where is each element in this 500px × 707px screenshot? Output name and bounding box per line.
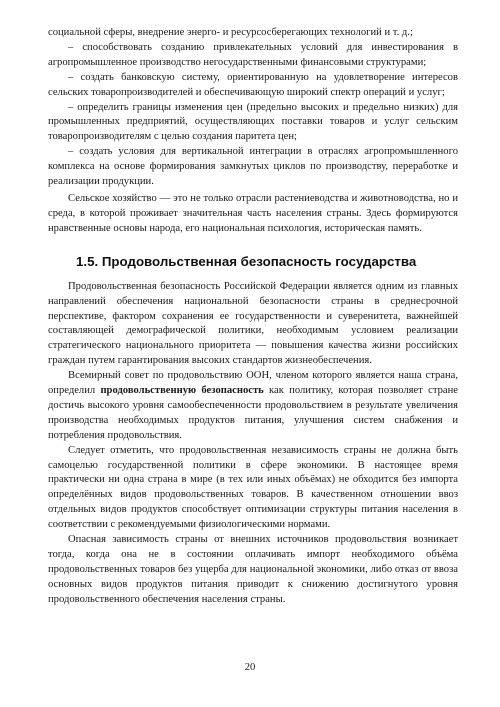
paragraph-un-council (48, 369, 458, 444)
top-fragment: социальной сферы, внедрение энерго- и ресурсосберегающих технологий и т. д.; (48, 27, 413, 38)
bullet-integration: – создать условия для вертикальной интеграции в отраслях агропромышленного комплекса на основе формирования замкнутых циклов по производству, переработке и реализации продукции. (48, 146, 458, 188)
term-food-security: продовольственную безопасность (100, 385, 264, 397)
paragraph-dependence: Опасная зависимость страны от внешних источников продовольствия возникает тогда, когда она не в состоянии оплачивать импорт необходимого объёма продовольственных товаров без ущерба для национальной экономики, либо отказ от ввоза основных видов продуктов питания приводит к снижению достигнутого уровня продовольственного обеспечения населения страны. (48, 534, 458, 605)
bullet-investment: – способствовать созданию привлекательных условий для инвестирования в агропромышленное производство негосударственными финансовыми структурами; (48, 41, 458, 68)
bullet-prices: – определить границы изменения цен (предельно высоких и предельно низких) для промышленных предприятий, осуществляющих поставки товаров и услуг сельским товаропроизводителям с целью создания паритета цен; (48, 101, 458, 143)
bullet-banking: – создать банковскую систему, ориентированную на удовлетворение интересов сельских товаропроизводителей и обеспечивающую широкий спектр операций и услуг; (48, 71, 458, 98)
paragraph-un-council-end: как политику, которая позволяет стране достичь высокого уровня самообеспеченности продовольствием в результате увеличения производства необходимых продуктов питания, улучшения систем снабжения и потребления продовольствия. (48, 385, 458, 441)
page-number: 20 (244, 662, 256, 673)
paragraph-independence: Следует отметить, что продовольственная независимость страны не должна быть самоцелью государственной политики в сфере экономики. В настоящее время практически ни одна страна в мире (в тех или иных объёмах) не обходится без импорта определённых видов продовольственных товаров. В качественном отношении ввоз отдельных видов продуктов способствует оптимизации структуры питания населения в соответствии с рекомендуемыми физиологическими нормами. (48, 444, 458, 531)
paragraph-food-security-definition: Продовольственная безопасность Российской Федерации является одним из главных направлений обеспечения национальной безопасности страны в среднесрочной перспективе, фактором сохранения ее государственности и суверенитета, важнейшей составляющей демографической политики, необходимым условием реализации стратегического национального приоритета — повышения качества жизни российских граждан путем гарантирования высоких стандартов жизнеобеспечения. (48, 280, 458, 367)
agriculture-paragraph: Сельское хозяйство — это не только отрасли растениеводства и животноводства, но и среда, в которой проживает значительная часть населения страны. Здесь формируются нравственные основы народа, его национальная психология, историческая память. (48, 192, 458, 234)
paragraph-un-council-start: Всемирный совет по продовольствию ООН, членом которого является наша страна, определил (48, 370, 458, 397)
section-heading: 1.5. Продовольственная безопасность государства (76, 253, 417, 269)
